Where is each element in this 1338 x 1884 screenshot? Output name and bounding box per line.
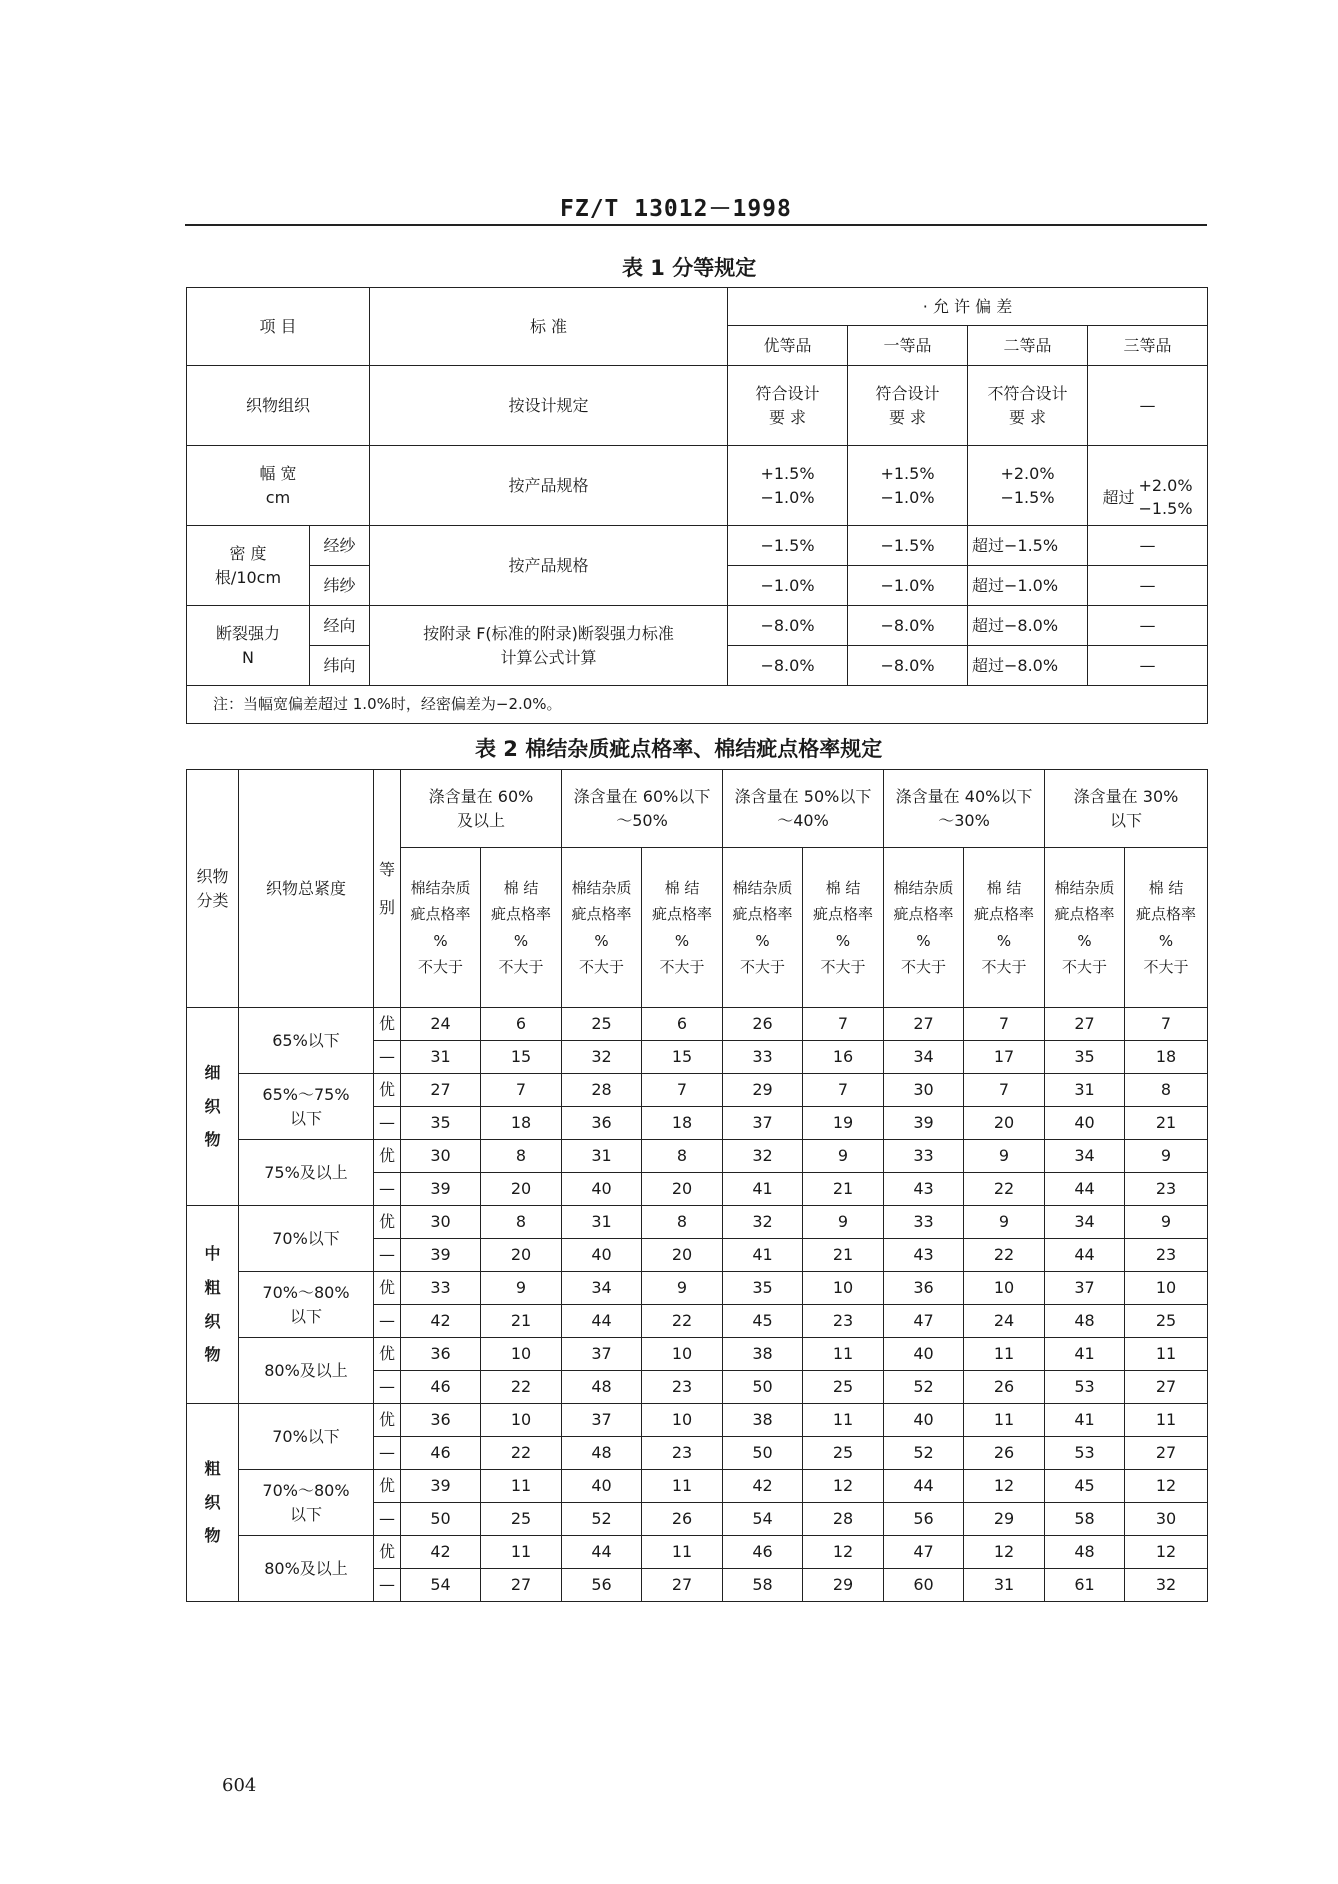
header-nep-impurity-rate: 棉结杂质 疵点格率 % 不大于	[723, 848, 803, 1008]
row-density-warp-grade-4: —	[1088, 526, 1208, 566]
rate-value: 11	[1125, 1404, 1208, 1437]
rate-value: 39	[884, 1107, 964, 1140]
header-grade-second: 二等品	[968, 326, 1088, 366]
row-density-standard: 按产品规格	[370, 526, 728, 606]
rate-value: 22	[642, 1305, 723, 1338]
rate-value: 31	[1045, 1074, 1125, 1107]
grade-label: —	[374, 1173, 401, 1206]
header-tolerance: · 允 许 偏 差	[728, 288, 1208, 326]
rate-value: 52	[884, 1437, 964, 1470]
rate-value: 23	[642, 1371, 723, 1404]
row-structure-grade-4: —	[1088, 366, 1208, 446]
rate-value: 6	[642, 1008, 723, 1041]
exceed-label: 超过	[1102, 487, 1135, 507]
rate-value: 10	[481, 1338, 562, 1371]
rate-value: 46	[401, 1371, 481, 1404]
table-row	[187, 1206, 1208, 1239]
rate-value: 25	[1125, 1305, 1208, 1338]
rate-value: 29	[723, 1074, 803, 1107]
rate-value: 45	[723, 1305, 803, 1338]
rate-value: 46	[401, 1437, 481, 1470]
rate-value: 33	[401, 1272, 481, 1305]
rate-value: 34	[562, 1272, 642, 1305]
rate-value: 39	[401, 1470, 481, 1503]
rate-value: 23	[803, 1305, 884, 1338]
rate-value: 24	[401, 1008, 481, 1041]
rate-value: 8	[481, 1140, 562, 1173]
header-rule	[185, 224, 1207, 226]
rate-value: 52	[884, 1371, 964, 1404]
rate-value: 50	[723, 1371, 803, 1404]
rate-value: 26	[964, 1371, 1045, 1404]
rate-value: 8	[642, 1140, 723, 1173]
row-density-weft-grade-4: —	[1088, 566, 1208, 606]
row-density-warp-label: 经纱	[310, 526, 370, 566]
rate-value: 12	[803, 1470, 884, 1503]
rate-value: 37	[562, 1338, 642, 1371]
rate-value: 53	[1045, 1437, 1125, 1470]
rate-value: 61	[1045, 1569, 1125, 1602]
rate-value: 28	[803, 1503, 884, 1536]
rate-value: 10	[642, 1338, 723, 1371]
rate-value: 27	[642, 1569, 723, 1602]
row-strength-weft-label: 纬向	[310, 646, 370, 686]
rate-value: 7	[481, 1074, 562, 1107]
grade-label: —	[374, 1569, 401, 1602]
rate-value: 26	[642, 1503, 723, 1536]
rate-value: 6	[481, 1008, 562, 1041]
row-structure-standard: 按设计规定	[370, 366, 728, 446]
rate-value: 15	[481, 1041, 562, 1074]
rate-value: 37	[1045, 1272, 1125, 1305]
rate-value: 53	[1045, 1371, 1125, 1404]
rate-value: 10	[803, 1272, 884, 1305]
row-strength-weft-grade-4: —	[1088, 646, 1208, 686]
rate-value: 11	[481, 1470, 562, 1503]
rate-value: 44	[884, 1470, 964, 1503]
rate-value: 25	[562, 1008, 642, 1041]
exceed-values: +2.0% −1.5%	[1138, 475, 1193, 519]
fabric-category: 粗 织 物	[187, 1404, 239, 1602]
rate-value: 35	[401, 1107, 481, 1140]
header-grade-first: 一等品	[848, 326, 968, 366]
rate-value: 17	[964, 1041, 1045, 1074]
rate-value: 40	[562, 1470, 642, 1503]
row-width-grade-4	[1088, 446, 1208, 526]
grade-label: —	[374, 1503, 401, 1536]
row-strength-item: 断裂强力 N	[187, 606, 310, 686]
rate-value: 9	[964, 1206, 1045, 1239]
rate-value: 25	[481, 1503, 562, 1536]
rate-value: 12	[1125, 1470, 1208, 1503]
grade-label: —	[374, 1107, 401, 1140]
rate-value: 52	[562, 1503, 642, 1536]
rate-value: 44	[1045, 1239, 1125, 1272]
header-nep-rate: 棉 结 疵点格率 % 不大于	[1125, 848, 1208, 1008]
page-number: 604	[222, 1775, 257, 1796]
rate-value: 40	[884, 1338, 964, 1371]
rate-value: 36	[562, 1107, 642, 1140]
grade-label: 优	[374, 1074, 401, 1107]
rate-value: 41	[723, 1239, 803, 1272]
rate-value: 27	[481, 1569, 562, 1602]
rate-value: 8	[481, 1206, 562, 1239]
rate-value: 58	[723, 1569, 803, 1602]
rate-value: 48	[562, 1371, 642, 1404]
rate-value: 36	[401, 1338, 481, 1371]
rate-value: 9	[1125, 1140, 1208, 1173]
grade-label: —	[374, 1305, 401, 1338]
rate-value: 12	[1125, 1536, 1208, 1569]
rate-value: 36	[884, 1272, 964, 1305]
grade-label: —	[374, 1041, 401, 1074]
rate-value: 20	[481, 1173, 562, 1206]
row-strength-warp-grade-3: 超过−8.0%	[968, 606, 1088, 646]
rate-value: 26	[723, 1008, 803, 1041]
rate-value: 39	[401, 1239, 481, 1272]
row-strength-weft-grade-2: −8.0%	[848, 646, 968, 686]
rate-value: 30	[401, 1206, 481, 1239]
header-standard: 标 准	[370, 288, 728, 366]
row-structure-grade-1: 符合设计 要 求	[728, 366, 848, 446]
header-nep-impurity-rate: 棉结杂质 疵点格率 % 不大于	[562, 848, 642, 1008]
rate-value: 30	[1125, 1503, 1208, 1536]
row-density-warp-grade-3: 超过−1.5%	[968, 526, 1088, 566]
header-nep-impurity-rate: 棉结杂质 疵点格率 % 不大于	[401, 848, 481, 1008]
rate-value: 11	[964, 1404, 1045, 1437]
rate-value: 44	[562, 1536, 642, 1569]
row-structure-item: 织物组织	[187, 366, 370, 446]
table2-caption: 表 2 棉结杂质疵点格率、棉结疵点格率规定	[475, 737, 883, 761]
tightness-range: 70%以下	[239, 1404, 374, 1470]
rate-value: 37	[562, 1404, 642, 1437]
rate-value: 58	[1045, 1503, 1125, 1536]
grade-label: 优	[374, 1470, 401, 1503]
header-polyester-group-4: 涤含量在 40%以下 ～30%	[884, 770, 1045, 848]
rate-value: 16	[803, 1041, 884, 1074]
table-row	[187, 1140, 1208, 1173]
rate-value: 33	[884, 1140, 964, 1173]
row-density-weft-grade-1: −1.0%	[728, 566, 848, 606]
rate-value: 11	[642, 1536, 723, 1569]
rate-value: 7	[803, 1008, 884, 1041]
rate-value: 41	[723, 1173, 803, 1206]
grade-label: 优	[374, 1008, 401, 1041]
rate-value: 11	[803, 1338, 884, 1371]
rate-value: 54	[401, 1569, 481, 1602]
rate-value: 18	[642, 1107, 723, 1140]
tightness-range: 70%～80% 以下	[239, 1470, 374, 1536]
row-width-grade-2: +1.5% −1.0%	[848, 446, 968, 526]
rate-value: 22	[481, 1371, 562, 1404]
rate-value: 22	[481, 1437, 562, 1470]
rate-value: 29	[803, 1569, 884, 1602]
rate-value: 7	[803, 1074, 884, 1107]
grade-label: —	[374, 1239, 401, 1272]
header-nep-rate: 棉 结 疵点格率 % 不大于	[481, 848, 562, 1008]
row-density-item: 密 度 根/10cm	[187, 526, 310, 606]
rate-value: 48	[1045, 1536, 1125, 1569]
rate-value: 34	[884, 1041, 964, 1074]
rate-value: 12	[964, 1536, 1045, 1569]
header-grade-third: 三等品	[1088, 326, 1208, 366]
rate-value: 30	[884, 1074, 964, 1107]
grade-label: 优	[374, 1272, 401, 1305]
rate-value: 24	[964, 1305, 1045, 1338]
rate-value: 25	[803, 1371, 884, 1404]
rate-value: 23	[1125, 1239, 1208, 1272]
grade-label: 优	[374, 1140, 401, 1173]
rate-value: 34	[1045, 1140, 1125, 1173]
tightness-range: 80%及以上	[239, 1536, 374, 1602]
rate-value: 44	[562, 1305, 642, 1338]
rate-value: 31	[562, 1140, 642, 1173]
row-strength-standard: 按附录 F(标准的附录)断裂强力标准 计算公式计算	[370, 606, 728, 686]
rate-value: 27	[884, 1008, 964, 1041]
rate-value: 40	[562, 1239, 642, 1272]
rate-value: 33	[884, 1206, 964, 1239]
tightness-range: 65%～75% 以下	[239, 1074, 374, 1140]
rate-value: 38	[723, 1404, 803, 1437]
grade-label: 优	[374, 1206, 401, 1239]
rate-value: 9	[803, 1140, 884, 1173]
rate-value: 20	[642, 1173, 723, 1206]
row-strength-warp-label: 经向	[310, 606, 370, 646]
rate-value: 60	[884, 1569, 964, 1602]
row-strength-warp-grade-4: —	[1088, 606, 1208, 646]
table-row	[187, 1536, 1208, 1569]
rate-value: 20	[964, 1107, 1045, 1140]
rate-value: 35	[1045, 1041, 1125, 1074]
header-nep-rate: 棉 结 疵点格率 % 不大于	[642, 848, 723, 1008]
rate-value: 22	[964, 1239, 1045, 1272]
rate-value: 36	[401, 1404, 481, 1437]
rate-value: 11	[803, 1404, 884, 1437]
rate-value: 21	[1125, 1107, 1208, 1140]
header-grade: 等 别	[374, 770, 401, 1008]
rate-value: 32	[723, 1140, 803, 1173]
rate-value: 46	[723, 1536, 803, 1569]
rate-value: 8	[642, 1206, 723, 1239]
rate-value: 43	[884, 1173, 964, 1206]
table-row	[187, 1470, 1208, 1503]
rate-value: 9	[642, 1272, 723, 1305]
header-nep-impurity-rate: 棉结杂质 疵点格率 % 不大于	[884, 848, 964, 1008]
tightness-range: 80%及以上	[239, 1338, 374, 1404]
table-row	[187, 1338, 1208, 1371]
rate-value: 34	[1045, 1206, 1125, 1239]
rate-value: 11	[964, 1338, 1045, 1371]
rate-value: 19	[803, 1107, 884, 1140]
row-strength-weft-grade-3: 超过−8.0%	[968, 646, 1088, 686]
row-density-warp-grade-2: −1.5%	[848, 526, 968, 566]
row-density-weft-grade-3: 超过−1.0%	[968, 566, 1088, 606]
rate-value: 20	[642, 1239, 723, 1272]
header-polyester-group-1: 涤含量在 60% 及以上	[401, 770, 562, 848]
rate-value: 9	[1125, 1206, 1208, 1239]
header-total-tightness: 织物总紧度	[239, 770, 374, 1008]
rate-value: 23	[1125, 1173, 1208, 1206]
rate-value: 32	[723, 1206, 803, 1239]
rate-value: 54	[723, 1503, 803, 1536]
rate-value: 48	[562, 1437, 642, 1470]
rate-value: 20	[481, 1239, 562, 1272]
header-polyester-group-5: 涤含量在 30% 以下	[1045, 770, 1208, 848]
rate-value: 23	[642, 1437, 723, 1470]
rate-value: 9	[481, 1272, 562, 1305]
rate-value: 56	[884, 1503, 964, 1536]
grade-label: 优	[374, 1536, 401, 1569]
rate-value: 25	[803, 1437, 884, 1470]
rate-value: 32	[1125, 1569, 1208, 1602]
document-header: FZ/T 13012－1998	[560, 196, 792, 222]
row-strength-weft-grade-1: −8.0%	[728, 646, 848, 686]
rate-value: 27	[1125, 1437, 1208, 1470]
rate-value: 27	[1045, 1008, 1125, 1041]
rate-value: 33	[723, 1041, 803, 1074]
rate-value: 26	[964, 1437, 1045, 1470]
grade-label: —	[374, 1437, 401, 1470]
rate-value: 12	[964, 1470, 1045, 1503]
rate-value: 15	[642, 1041, 723, 1074]
row-density-weft-grade-2: −1.0%	[848, 566, 968, 606]
rate-value: 7	[964, 1008, 1045, 1041]
tightness-range: 70%～80% 以下	[239, 1272, 374, 1338]
row-strength-warp-grade-2: −8.0%	[848, 606, 968, 646]
row-density-warp-grade-1: −1.5%	[728, 526, 848, 566]
tightness-range: 75%及以上	[239, 1140, 374, 1206]
rate-value: 29	[964, 1503, 1045, 1536]
table-row	[187, 1404, 1208, 1437]
row-width-standard: 按产品规格	[370, 446, 728, 526]
row-width-grade-1: +1.5% −1.0%	[728, 446, 848, 526]
row-width-item: 幅 宽 cm	[187, 446, 370, 526]
rate-value: 47	[884, 1305, 964, 1338]
row-density-weft-label: 纬纱	[310, 566, 370, 606]
rate-value: 27	[1125, 1371, 1208, 1404]
rate-value: 35	[723, 1272, 803, 1305]
rate-value: 12	[803, 1536, 884, 1569]
row-structure-grade-3: 不符合设计 要 求	[968, 366, 1088, 446]
rate-value: 32	[562, 1041, 642, 1074]
rate-value: 7	[642, 1074, 723, 1107]
rate-value: 28	[562, 1074, 642, 1107]
rate-value: 42	[401, 1305, 481, 1338]
table1-note: 注：当幅宽偏差超过 1.0%时，经密偏差为−2.0%。	[187, 686, 1208, 724]
rate-value: 21	[803, 1173, 884, 1206]
table-row	[187, 1272, 1208, 1305]
header-nep-rate: 棉 结 疵点格率 % 不大于	[803, 848, 884, 1008]
rate-value: 40	[562, 1173, 642, 1206]
rate-value: 31	[562, 1206, 642, 1239]
rate-value: 10	[964, 1272, 1045, 1305]
rate-value: 45	[1045, 1470, 1125, 1503]
rate-value: 41	[1045, 1404, 1125, 1437]
rate-value: 56	[562, 1569, 642, 1602]
rate-value: 38	[723, 1338, 803, 1371]
row-structure-grade-2: 符合设计 要 求	[848, 366, 968, 446]
rate-value: 39	[401, 1173, 481, 1206]
header-nep-rate: 棉 结 疵点格率 % 不大于	[964, 848, 1045, 1008]
rate-value: 41	[1045, 1338, 1125, 1371]
rate-value: 11	[642, 1470, 723, 1503]
rate-value: 22	[964, 1173, 1045, 1206]
rate-value: 7	[1125, 1008, 1208, 1041]
grading-table	[186, 287, 1208, 724]
rate-value: 30	[401, 1140, 481, 1173]
header-fabric-category: 织物 分类	[187, 770, 239, 1008]
rate-value: 47	[884, 1536, 964, 1569]
tightness-range: 70%以下	[239, 1206, 374, 1272]
rate-value: 31	[401, 1041, 481, 1074]
header-grade-premium: 优等品	[728, 326, 848, 366]
rate-value: 42	[723, 1470, 803, 1503]
rate-value: 21	[481, 1305, 562, 1338]
rate-value: 44	[1045, 1173, 1125, 1206]
rate-value: 9	[964, 1140, 1045, 1173]
rate-value: 10	[642, 1404, 723, 1437]
rate-value: 9	[803, 1206, 884, 1239]
rate-value: 37	[723, 1107, 803, 1140]
table-row	[187, 1074, 1208, 1107]
rate-value: 11	[1125, 1338, 1208, 1371]
rate-value: 10	[481, 1404, 562, 1437]
rate-value: 18	[481, 1107, 562, 1140]
row-strength-warp-grade-1: −8.0%	[728, 606, 848, 646]
rate-value: 31	[964, 1569, 1045, 1602]
rate-value: 40	[884, 1404, 964, 1437]
defect-rate-table	[186, 769, 1208, 1602]
table1-caption: 表 1 分等规定	[622, 256, 757, 280]
tightness-range: 65%以下	[239, 1008, 374, 1074]
rate-value: 8	[1125, 1074, 1208, 1107]
fabric-category: 细 织 物	[187, 1008, 239, 1206]
row-width-grade-3: +2.0% −1.5%	[968, 446, 1088, 526]
header-nep-impurity-rate: 棉结杂质 疵点格率 % 不大于	[1045, 848, 1125, 1008]
rate-value: 27	[401, 1074, 481, 1107]
rate-value: 50	[401, 1503, 481, 1536]
rate-value: 48	[1045, 1305, 1125, 1338]
rate-value: 7	[964, 1074, 1045, 1107]
grade-label: 优	[374, 1338, 401, 1371]
header-item: 项 目	[187, 288, 370, 366]
rate-value: 42	[401, 1536, 481, 1569]
rate-value: 43	[884, 1239, 964, 1272]
grade-label: 优	[374, 1404, 401, 1437]
rate-value: 50	[723, 1437, 803, 1470]
table-row	[187, 1008, 1208, 1041]
rate-value: 18	[1125, 1041, 1208, 1074]
rate-value: 21	[803, 1239, 884, 1272]
fabric-category: 中 粗 织 物	[187, 1206, 239, 1404]
rate-value: 40	[1045, 1107, 1125, 1140]
rate-value: 10	[1125, 1272, 1208, 1305]
rate-value: 11	[481, 1536, 562, 1569]
header-polyester-group-2: 涤含量在 60%以下 ～50%	[562, 770, 723, 848]
grade-label: —	[374, 1371, 401, 1404]
header-polyester-group-3: 涤含量在 50%以下 ～40%	[723, 770, 884, 848]
